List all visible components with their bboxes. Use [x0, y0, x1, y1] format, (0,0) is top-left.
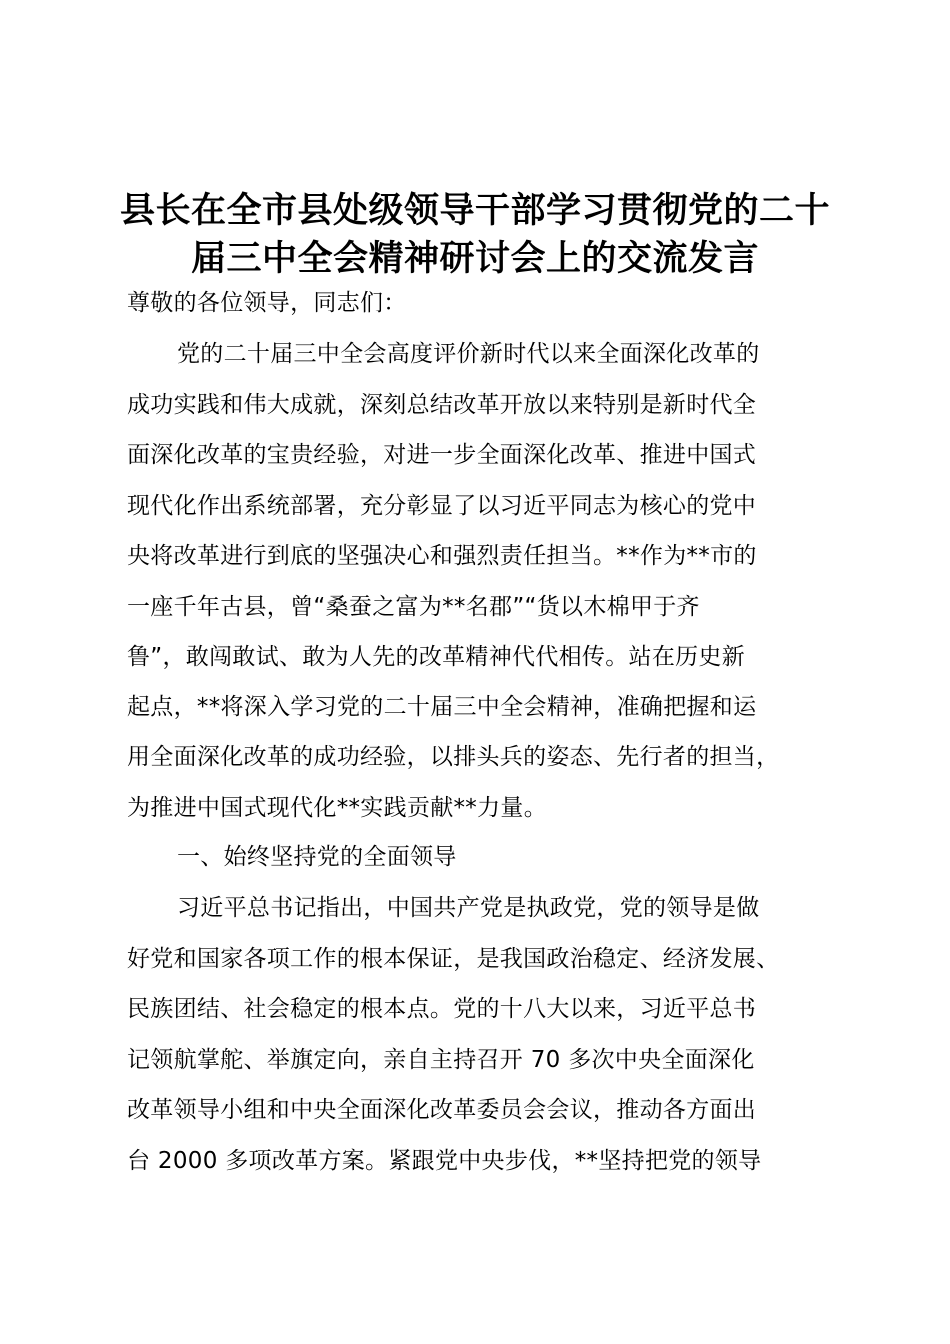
paragraph-line: 一座千年古县，曾“桑蚕之富为**名郡”“货以木棉甲于齐 — [127, 594, 700, 620]
paragraph-line: 现代化作出系统部署，充分彰显了以习近平同志为核心的党中 — [127, 493, 757, 519]
paragraph-line: 习近平总书记指出，中国共产党是执政党，党的领导是做 — [177, 895, 760, 921]
paragraph-line: 民族团结、社会稳定的根本点。党的十八大以来，习近平总书 — [127, 996, 757, 1022]
paragraph-line: 起点，**将深入学习党的二十届三中全会精神，准确把握和运 — [127, 694, 757, 720]
paragraph-line: 央将改革进行到底的坚强决心和强烈责任担当。**作为**市的 — [127, 543, 757, 569]
paragraph-line: 用全面深化改革的成功经验，以排头兵的姿态、先行者的担当， — [127, 744, 780, 770]
paragraph-line: 好党和国家各项工作的根本保证，是我国政治稳定、经济发展、 — [127, 946, 780, 972]
paragraph-line: 记领航掌舵、举旗定向，亲自主持召开 70 多次中央全面深化 — [127, 1047, 755, 1073]
paragraph-line: 成功实践和伟大成就，深刻总结改革开放以来特别是新时代全 — [127, 392, 757, 418]
paragraph-line: 台 2000 多项改革方案。紧跟党中央步伐，**坚持把党的领导 — [127, 1148, 762, 1174]
section-heading: 一、始终坚持党的全面领导 — [177, 844, 457, 870]
document-title-line-1: 县长在全市县处级领导干部学习贯彻党的二十 — [119, 191, 830, 231]
paragraph-line: 党的二十届三中全会高度评价新时代以来全面深化改革的 — [177, 341, 760, 367]
document-title-line-2: 届三中全会精神研讨会上的交流发言 — [190, 239, 759, 279]
paragraph-line: 为推进中国式现代化**实践贡献**力量。 — [127, 795, 547, 821]
paragraph-line: 面深化改革的宝贵经验，对进一步全面深化改革、推进中国式 — [127, 442, 757, 468]
paragraph-line: 鲁”，敢闯敢试、敢为人先的改革精神代代相传。站在历史新 — [127, 644, 746, 670]
salutation: 尊敬的各位领导，同志们： — [127, 290, 407, 316]
paragraph-line: 改革领导小组和中央全面深化改革委员会会议，推动各方面出 — [127, 1097, 757, 1123]
